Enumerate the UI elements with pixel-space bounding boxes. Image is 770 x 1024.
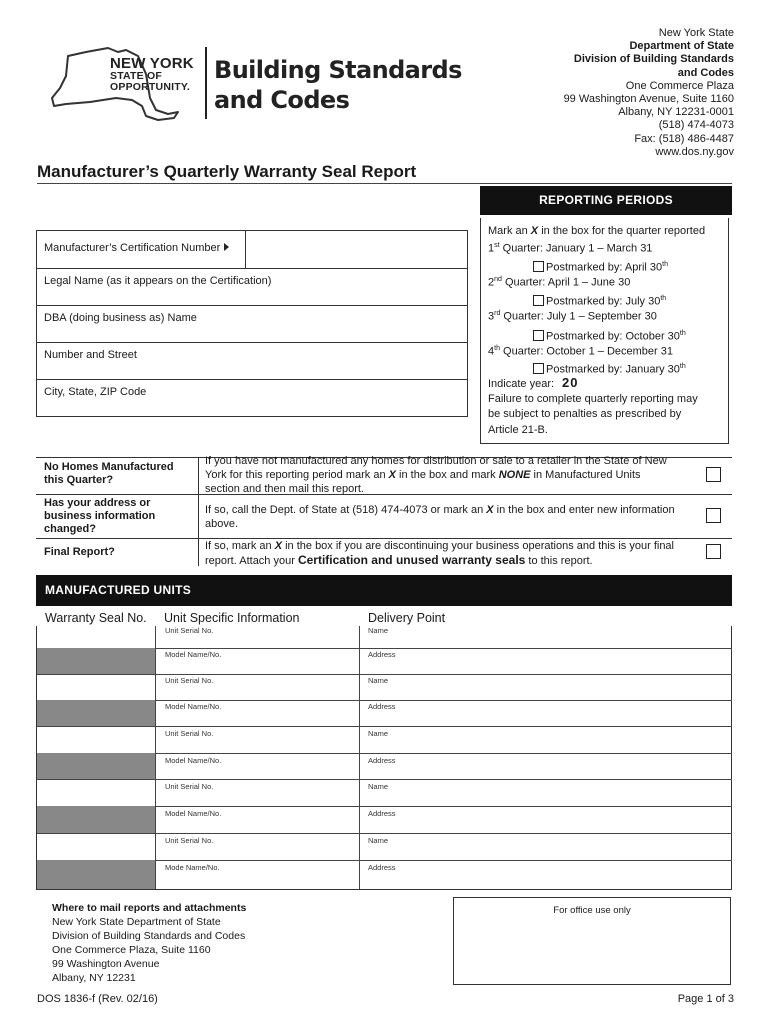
logo-title-line1: Building Standards xyxy=(214,56,462,84)
year-label: Indicate year: xyxy=(488,378,555,390)
logo-state-of: STATE OF xyxy=(110,70,162,82)
penalty-text: Article 21-B. xyxy=(488,424,548,436)
delivery-name-field[interactable]: Name xyxy=(368,782,389,791)
agency-line: Division of Building Standards xyxy=(573,53,734,66)
certification-number-label xyxy=(44,242,229,254)
field-divider xyxy=(245,231,246,268)
column-warranty-seal: Warranty Seal No. xyxy=(45,611,147,625)
unit-serial-field[interactable]: Unit Serial No. xyxy=(165,782,214,791)
text: business information xyxy=(44,510,156,522)
text: Postmarked by: January 30 xyxy=(546,363,680,376)
mailing-address-block xyxy=(52,901,246,985)
final-report-text xyxy=(205,539,695,568)
text: in the box if you are discontinuing your business operations and this is your final xyxy=(282,540,674,552)
city-state-zip-label: City, State, ZIP Code xyxy=(44,386,147,398)
logo-title xyxy=(214,55,462,115)
text: No Homes Manufactured xyxy=(44,461,174,473)
row-divider xyxy=(37,674,732,675)
address-changed-checkbox[interactable] xyxy=(706,508,721,523)
text: in the box and enter new information xyxy=(493,504,675,516)
penalty-text: be subject to penalties as prescribed by xyxy=(488,408,682,420)
title-divider xyxy=(37,183,732,184)
agency-line: Albany, NY 12231-0001 xyxy=(618,106,734,119)
penalty-text: Failure to complete quarterly reporting may xyxy=(488,393,698,405)
page-number: Page 1 of 3 xyxy=(677,993,734,1005)
form-number: DOS 1836-f (Rev. 02/16) xyxy=(37,993,158,1005)
text: 2 xyxy=(488,276,495,289)
text: in the box for the quarter reported xyxy=(538,225,706,237)
logo-new-york: NEW YORK xyxy=(110,55,194,72)
text: Postmarked by: July 30 xyxy=(546,295,661,308)
row-divider xyxy=(37,726,732,727)
text: X xyxy=(486,504,494,516)
delivery-name-field[interactable]: Name xyxy=(368,836,389,845)
arrow-right-icon xyxy=(224,243,229,251)
text: 1 xyxy=(488,242,495,255)
reporting-instructions xyxy=(488,224,705,238)
legal-name-label: Legal Name (as it appears on the Certification) xyxy=(44,275,272,287)
text: If so, call the Dept. of State at (518) 474-4073 or mark an xyxy=(205,504,487,516)
text: th xyxy=(660,295,667,302)
text: section and then mail this report. xyxy=(205,483,364,495)
text: st xyxy=(494,242,500,249)
agency-address-block xyxy=(564,27,734,159)
final-report-checkbox[interactable] xyxy=(706,544,721,559)
question-column-divider xyxy=(198,457,199,566)
street-label: Number and Street xyxy=(44,349,137,361)
quarter-1-checkbox[interactable] xyxy=(533,261,544,272)
manufacturer-info-box xyxy=(36,230,468,417)
address-changed-label xyxy=(44,497,155,536)
model-name-field[interactable]: Mode Name/No. xyxy=(165,863,220,872)
quarter-2-label xyxy=(488,273,630,290)
mailing-heading: Where to mail reports and attachments xyxy=(52,902,247,914)
legal-name-field[interactable] xyxy=(37,269,467,306)
delivery-name-field[interactable]: Name xyxy=(368,729,389,738)
text: X xyxy=(388,469,396,481)
delivery-address-field[interactable]: Address xyxy=(368,650,396,659)
final-report-label: Final Report? xyxy=(44,546,115,558)
text: th xyxy=(494,345,500,352)
text: If you have not manufactured any homes for distribution or sale to a retailer in the State of New xyxy=(205,455,667,467)
dba-name-label: DBA (doing business as) Name xyxy=(44,312,197,324)
row-divider xyxy=(37,833,732,834)
certification-number-field[interactable] xyxy=(37,231,467,269)
row-divider xyxy=(37,779,732,780)
agency-line: and Codes xyxy=(677,66,734,79)
agency-line: Fax: (518) 486-4487 xyxy=(634,132,734,145)
delivery-address-field[interactable]: Address xyxy=(368,863,396,872)
year-row xyxy=(488,376,579,391)
text: above. xyxy=(205,518,239,530)
mailing-line: Albany, NY 12231 xyxy=(52,972,136,984)
seal-cell-shaded xyxy=(37,753,155,779)
text: NONE xyxy=(498,469,531,481)
column-unit-info: Unit Specific Information xyxy=(164,611,300,625)
agency-line: New York State xyxy=(658,27,734,39)
text: th xyxy=(662,261,669,268)
text: rd xyxy=(494,310,501,317)
text: Postmarked by: April 30 xyxy=(546,261,663,274)
seal-cell-shaded xyxy=(37,806,155,833)
unit-serial-field[interactable]: Unit Serial No. xyxy=(165,676,214,685)
address-changed-text xyxy=(205,503,695,531)
text: changed? xyxy=(44,523,96,535)
row-divider xyxy=(155,753,732,754)
agency-line: Department of State xyxy=(629,40,734,53)
quarter-4-label xyxy=(488,342,673,359)
text: Quarter: July 1 – September 30 xyxy=(500,310,657,323)
mailing-line: One Commerce Plaza, Suite 1160 xyxy=(52,944,211,956)
model-name-field[interactable]: Model Name/No. xyxy=(165,809,222,818)
quarter-4-checkbox-row[interactable] xyxy=(533,360,686,377)
street-field[interactable] xyxy=(37,343,467,380)
quarter-4-checkbox[interactable] xyxy=(533,363,544,374)
row-divider xyxy=(155,860,732,861)
model-name-field[interactable]: Model Name/No. xyxy=(165,756,222,765)
column-delivery-point: Delivery Point xyxy=(368,611,446,625)
office-use-box xyxy=(453,897,731,985)
quarter-2-checkbox[interactable] xyxy=(533,295,544,306)
row-divider xyxy=(155,648,732,649)
logo-wordmark xyxy=(110,56,194,93)
agency-line: One Commerce Plaza xyxy=(625,79,734,92)
text: to this report. xyxy=(525,555,593,567)
dba-name-field[interactable] xyxy=(37,306,467,343)
text: in Manufactured Units xyxy=(530,469,641,481)
model-name-field[interactable]: Model Name/No. xyxy=(165,702,222,711)
delivery-address-field[interactable]: Address xyxy=(368,809,396,818)
quarter-3-label xyxy=(488,307,657,324)
text: X xyxy=(530,225,539,237)
row-divider xyxy=(155,806,732,807)
text: Quarter: January 1 – March 31 xyxy=(499,242,653,255)
seal-cell-shaded xyxy=(37,700,155,726)
column-divider xyxy=(155,626,156,889)
mailing-line: Division of Building Standards and Codes xyxy=(52,930,246,942)
delivery-address-field[interactable]: Address xyxy=(368,756,396,765)
quarter-3-checkbox[interactable] xyxy=(533,330,544,341)
agency-line: (518) 474-4073 xyxy=(658,119,734,132)
mailing-line: 99 Washington Avenue xyxy=(52,958,160,970)
text: Quarter: April 1 – June 30 xyxy=(501,276,631,289)
no-homes-label xyxy=(44,461,174,487)
year-input[interactable]: 20 xyxy=(562,375,579,390)
logo-title-line2: and Codes xyxy=(214,86,350,114)
manufactured-units-table xyxy=(36,626,732,890)
model-name-field[interactable]: Model Name/No. xyxy=(165,650,222,659)
agency-line: 99 Washington Avenue, Suite 1160 xyxy=(563,93,734,106)
text: this Quarter? xyxy=(44,474,114,486)
text: th xyxy=(679,330,686,337)
logo-divider xyxy=(205,47,207,119)
delivery-name-field[interactable]: Name xyxy=(368,626,389,635)
form-title: Manufacturer’s Quarterly Warranty Seal Report xyxy=(37,162,417,181)
manufactured-units-header: MANUFACTURED UNITS xyxy=(36,575,732,606)
text: Postmarked by: October 30 xyxy=(546,330,680,343)
text: th xyxy=(679,363,686,370)
text: in the box and mark xyxy=(395,469,499,481)
text: Certification and unused warranty seals xyxy=(297,553,526,567)
mailing-line: New York State Department of State xyxy=(52,916,221,928)
column-divider xyxy=(359,626,360,889)
text: York for this reporting period mark an xyxy=(205,469,389,481)
city-state-zip-field[interactable] xyxy=(37,380,467,417)
no-homes-checkbox[interactable] xyxy=(706,467,721,482)
unit-serial-field[interactable]: Unit Serial No. xyxy=(165,626,214,635)
quarter-1-label xyxy=(488,239,652,256)
delivery-name-field[interactable]: Name xyxy=(368,676,389,685)
text: Manufacturer’s Certification Number xyxy=(44,242,221,254)
text: X xyxy=(274,540,283,552)
text: Quarter: October 1 – December 31 xyxy=(499,345,673,358)
text: If so, mark an xyxy=(205,540,275,552)
unit-serial-field[interactable]: Unit Serial No. xyxy=(165,836,214,845)
agency-website: www.dos.ny.gov xyxy=(655,145,734,158)
text: report. Attach your xyxy=(205,555,298,567)
delivery-address-field[interactable]: Address xyxy=(368,702,396,711)
text: nd xyxy=(494,276,502,283)
reporting-periods-header: REPORTING PERIODS xyxy=(480,186,732,215)
office-use-label: For office use only xyxy=(553,905,631,916)
no-homes-text xyxy=(205,454,695,496)
seal-cell-shaded xyxy=(37,860,155,889)
text: 3 xyxy=(488,310,495,323)
seal-cell-shaded xyxy=(37,648,155,674)
logo-opportunity: OPPORTUNITY. xyxy=(110,81,190,93)
text: Has your address or xyxy=(44,497,151,509)
text: 4 xyxy=(488,345,495,358)
unit-serial-field[interactable]: Unit Serial No. xyxy=(165,729,214,738)
text: Mark an xyxy=(488,225,531,237)
row-divider xyxy=(155,700,732,701)
